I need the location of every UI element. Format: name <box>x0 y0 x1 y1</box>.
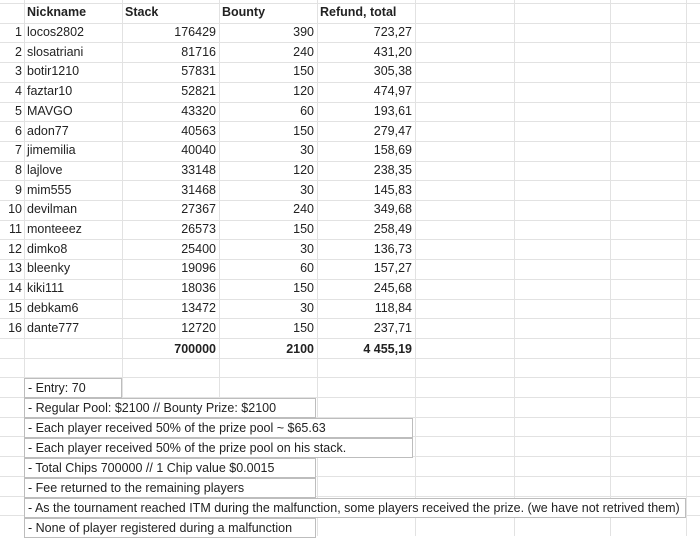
bounty-cell[interactable]: 120 <box>293 162 314 177</box>
stack-cell[interactable]: 81716 <box>181 44 216 59</box>
note-itm-malfunction[interactable]: - As the tournament reached ITM during the malfunction, some players received the prize. (we have not retrived them) <box>24 498 686 518</box>
nickname-cell[interactable]: debkam6 <box>27 300 79 315</box>
header-refund[interactable]: Refund, total <box>320 5 397 19</box>
refund-cell[interactable]: 238,35 <box>373 162 412 177</box>
refund-cell[interactable]: 245,68 <box>373 281 412 296</box>
refund-cell[interactable]: 305,38 <box>373 64 412 79</box>
refund-cell[interactable]: 431,20 <box>373 44 412 59</box>
stack-cell[interactable]: 52821 <box>181 84 216 99</box>
total-bounty[interactable]: 2100 <box>286 342 314 356</box>
bounty-cell[interactable]: 390 <box>293 25 314 39</box>
refund-cell[interactable]: 158,69 <box>373 143 412 158</box>
row-index: 2 <box>15 44 22 59</box>
refund-cell[interactable]: 136,73 <box>373 241 412 256</box>
stack-cell[interactable]: 43320 <box>181 103 216 118</box>
note-prize-share[interactable]: - Each player received 50% of the prize pool ~ $65.63 <box>24 418 413 438</box>
nickname-cell[interactable]: kiki111 <box>27 281 65 296</box>
stack-cell[interactable]: 176429 <box>174 25 216 39</box>
nickname-cell[interactable]: dimko8 <box>27 241 68 256</box>
stack-cell[interactable]: 18036 <box>181 281 216 296</box>
bounty-cell[interactable]: 150 <box>293 320 314 335</box>
row-index: 11 <box>9 222 22 236</box>
bounty-cell[interactable]: 240 <box>293 202 314 217</box>
refund-cell[interactable]: 258,49 <box>373 222 412 236</box>
bounty-cell[interactable]: 30 <box>300 300 314 315</box>
row-index: 3 <box>15 64 22 79</box>
nickname-cell[interactable]: jimemilia <box>27 143 76 158</box>
bounty-cell[interactable]: 150 <box>293 64 314 79</box>
stack-cell[interactable]: 57831 <box>181 64 216 79</box>
nickname-cell[interactable]: botir1210 <box>27 64 80 79</box>
stack-cell[interactable]: 33148 <box>181 162 216 177</box>
note-pools[interactable]: - Regular Pool: $2100 // Bounty Prize: $2100 <box>24 398 316 418</box>
nickname-cell[interactable]: slosatriani <box>27 44 84 59</box>
stack-cell[interactable]: 31468 <box>181 182 216 197</box>
refund-cell[interactable]: 349,68 <box>373 202 412 217</box>
note-entry[interactable]: - Entry: 70 <box>24 378 122 398</box>
refund-cell[interactable]: 237,71 <box>373 320 412 335</box>
refund-cell[interactable]: 157,27 <box>373 261 412 276</box>
nickname-cell[interactable]: adon77 <box>27 123 69 138</box>
row-index: 12 <box>8 241 22 256</box>
row-index: 5 <box>15 103 22 118</box>
bounty-cell[interactable]: 60 <box>300 261 314 276</box>
refund-cell[interactable]: 145,83 <box>373 182 412 197</box>
nickname-cell[interactable]: devilman <box>27 202 78 217</box>
row-index: 8 <box>15 162 22 177</box>
row-index: 9 <box>15 182 22 197</box>
refund-cell[interactable]: 118,84 <box>374 300 412 315</box>
stack-cell[interactable]: 12720 <box>181 320 216 335</box>
refund-cell[interactable]: 723,27 <box>373 25 412 39</box>
stack-cell[interactable]: 25400 <box>181 241 216 256</box>
bounty-cell[interactable]: 120 <box>293 84 314 99</box>
header-stack[interactable]: Stack <box>125 5 159 19</box>
bounty-cell[interactable]: 240 <box>293 44 314 59</box>
header-bounty[interactable]: Bounty <box>222 5 266 19</box>
header-nickname[interactable]: Nickname <box>27 5 87 19</box>
note-no-registration[interactable]: - None of player registered during a malfunction <box>24 518 316 538</box>
nickname-cell[interactable]: monteeez <box>27 222 82 236</box>
refund-cell[interactable]: 193,61 <box>373 103 412 118</box>
row-index: 13 <box>8 261 22 276</box>
nickname-cell[interactable]: MAVGO <box>27 103 73 118</box>
stack-cell[interactable]: 19096 <box>181 261 216 276</box>
stack-cell[interactable]: 13472 <box>181 300 216 315</box>
row-index: 16 <box>8 320 22 335</box>
bounty-cell[interactable]: 150 <box>293 222 314 236</box>
nickname-cell[interactable]: lajlove <box>27 162 63 177</box>
stack-cell[interactable]: 26573 <box>181 222 216 236</box>
note-fee[interactable]: - Fee returned to the remaining players <box>24 478 316 498</box>
row-index: 15 <box>8 300 22 315</box>
nickname-cell[interactable]: locos2802 <box>27 25 84 39</box>
note-stack-share[interactable]: - Each player received 50% of the prize pool on his stack. <box>24 438 413 458</box>
total-stack[interactable]: 700000 <box>174 342 216 356</box>
stack-cell[interactable]: 40563 <box>181 123 216 138</box>
row-index: 10 <box>8 202 22 217</box>
nickname-cell[interactable]: bleenky <box>27 261 71 276</box>
bounty-cell[interactable]: 60 <box>300 103 314 118</box>
refund-cell[interactable]: 279,47 <box>373 123 412 138</box>
bounty-cell[interactable]: 30 <box>300 241 314 256</box>
row-index: 4 <box>15 84 22 99</box>
row-index: 6 <box>15 123 22 138</box>
bounty-cell[interactable]: 150 <box>293 281 314 296</box>
bounty-cell[interactable]: 30 <box>300 182 314 197</box>
stack-cell[interactable]: 40040 <box>181 143 216 158</box>
row-index: 1 <box>15 25 22 39</box>
nickname-cell[interactable]: dante777 <box>27 320 80 335</box>
nickname-cell[interactable]: mim555 <box>27 182 72 197</box>
row-index: 7 <box>15 143 22 158</box>
bounty-cell[interactable]: 30 <box>300 143 314 158</box>
refund-cell[interactable]: 474,97 <box>373 84 412 99</box>
total-refund[interactable]: 4 455,19 <box>363 342 412 356</box>
bounty-cell[interactable]: 150 <box>293 123 314 138</box>
note-chips[interactable]: - Total Chips 700000 // 1 Chip value $0.0015 <box>24 458 316 478</box>
stack-cell[interactable]: 27367 <box>181 202 216 217</box>
row-index: 14 <box>8 281 22 296</box>
nickname-cell[interactable]: faztar10 <box>27 84 73 99</box>
